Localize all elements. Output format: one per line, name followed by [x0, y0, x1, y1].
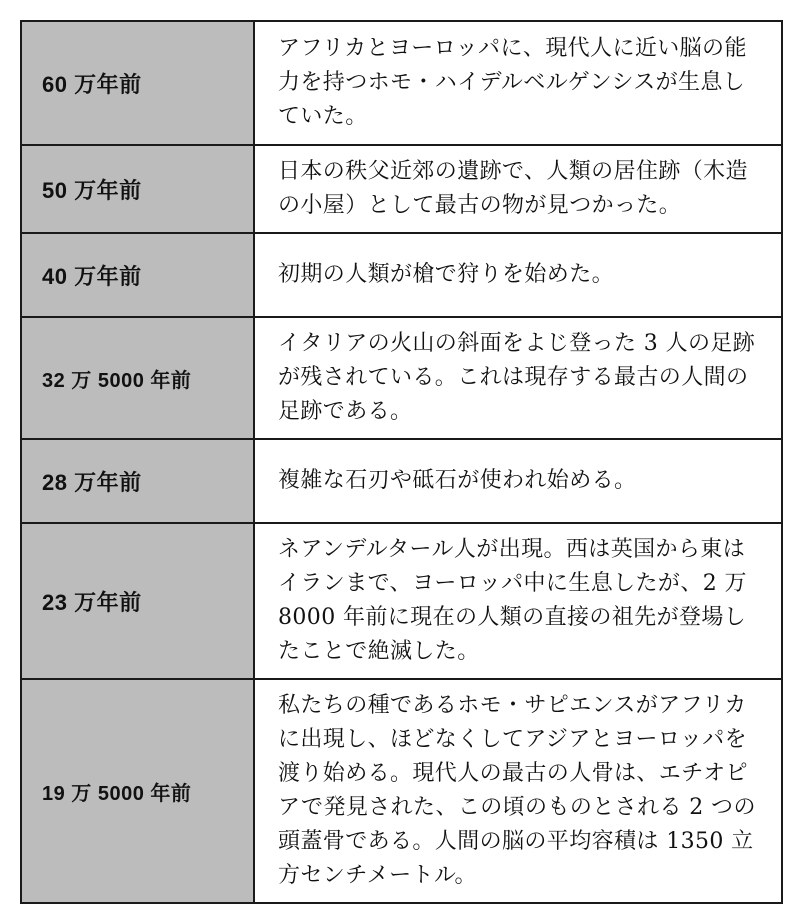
event-description: 複雑な石刃や砥石が使われ始める。	[254, 439, 782, 523]
era-cell: 60 万年前	[21, 21, 254, 145]
event-description: 日本の秩父近郊の遺跡で、人類の居住跡（木造の小屋）として最古の物が見つかった。	[254, 145, 782, 233]
timeline-row	[21, 21, 782, 145]
timeline-table	[20, 20, 783, 904]
timeline-row	[21, 523, 782, 679]
timeline-row	[21, 145, 782, 233]
event-description: 私たちの種であるホモ・サピエンスがアフリカに出現し、ほどなくしてアジアとヨーロッパを渡り始める。現代人の最古の人骨は、エチオピアで発見された、この頃のものとされる 2 つの頭蓋骨である。人間の脳の平均容積は 1350 立方センチメートル。	[254, 679, 782, 903]
timeline-row	[21, 439, 782, 523]
event-description: イタリアの火山の斜面をよじ登った 3 人の足跡が残されている。これは現存する最古の人間の足跡である。	[254, 317, 782, 439]
era-cell: 19 万 5000 年前	[21, 679, 254, 903]
timeline-row	[21, 679, 782, 903]
era-cell: 50 万年前	[21, 145, 254, 233]
era-cell: 40 万年前	[21, 233, 254, 317]
era-cell: 32 万 5000 年前	[21, 317, 254, 439]
timeline-row	[21, 317, 782, 439]
era-cell: 23 万年前	[21, 523, 254, 679]
era-cell: 28 万年前	[21, 439, 254, 523]
event-description: 初期の人類が槍で狩りを始めた。	[254, 233, 782, 317]
event-description: アフリカとヨーロッパに、現代人に近い脳の能力を持つホモ・ハイデルベルゲンシスが生息していた。	[254, 21, 782, 145]
timeline-row	[21, 233, 782, 317]
event-description: ネアンデルタール人が出現。西は英国から東はイランまで、ヨーロッパ中に生息したが、2 万 8000 年前に現在の人類の直接の祖先が登場したことで絶滅した。	[254, 523, 782, 679]
